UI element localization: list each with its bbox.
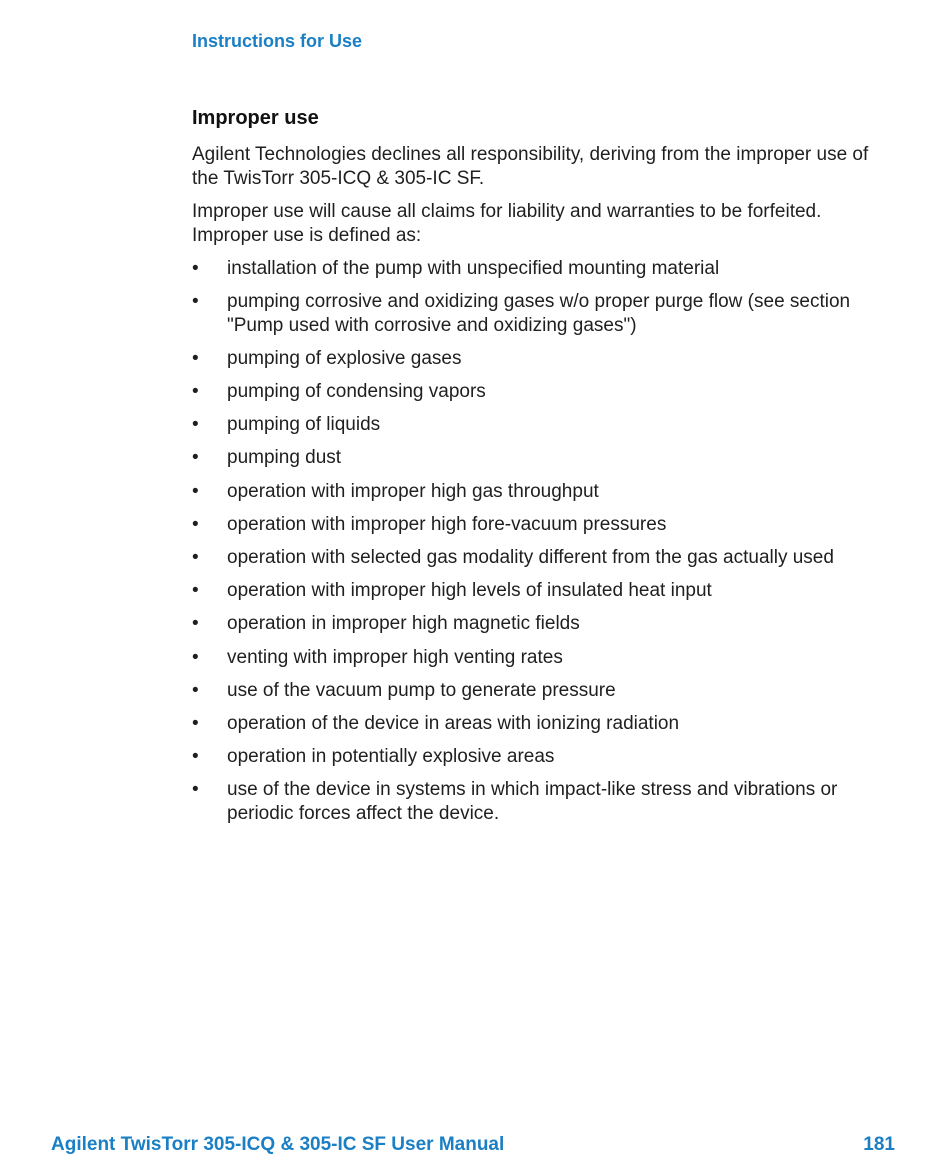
- list-item-text: operation with selected gas modality different from the gas actually used: [227, 547, 834, 568]
- list-item-text: operation with improper high levels of insulated heat input: [227, 580, 712, 602]
- list-item: [192, 612, 892, 636]
- improper-use-list: [192, 257, 892, 825]
- bullet-icon: •: [192, 712, 199, 734]
- list-item-text: pumping of explosive gases: [227, 347, 462, 369]
- bullet-icon: •: [192, 679, 199, 701]
- list-item: [192, 446, 892, 470]
- list-item: [192, 257, 892, 281]
- list-item: [192, 745, 892, 769]
- bullet-icon: •: [192, 447, 199, 469]
- list-item-text: pumping corrosive and oxidizing gases w/o proper purge flow (see section "Pump used with corrosive and oxidizing gases"): [227, 291, 851, 336]
- list-item: [192, 778, 892, 825]
- bullet-icon: •: [192, 646, 199, 668]
- list-item-text: pumping of condensing vapors: [227, 381, 486, 403]
- list-item-text: pumping dust: [227, 447, 342, 469]
- list-item: [192, 290, 892, 337]
- bullet-icon: •: [192, 414, 199, 436]
- list-item-text: operation with improper high fore-vacuum pressures: [227, 513, 667, 535]
- list-item-text: use of the device in systems in which impact-like stress and vibrations or periodic forces affect the device.: [227, 779, 838, 824]
- list-item-text: operation in potentially explosive areas: [227, 746, 555, 768]
- list-item-text: operation of the device in areas with ionizing radiation: [227, 712, 680, 734]
- list-item-text: pumping of liquids: [227, 414, 381, 436]
- paragraph-disclaimer: Agilent Technologies declines all responsibility, deriving from the improper use of the TwisTorr 305-ICQ & 305-IC SF.: [192, 144, 869, 189]
- bullet-icon: •: [192, 513, 199, 535]
- list-item: [192, 347, 892, 371]
- bullet-icon: •: [192, 480, 199, 502]
- bullet-icon: •: [192, 547, 199, 568]
- list-item: [192, 413, 892, 437]
- list-item: [192, 646, 892, 670]
- bullet-icon: •: [192, 779, 199, 801]
- list-item: [192, 480, 892, 504]
- list-item: [192, 712, 892, 736]
- bullet-icon: •: [192, 580, 199, 602]
- list-item-text: use of the vacuum pump to generate pressure: [227, 679, 616, 701]
- list-item: [192, 679, 892, 703]
- list-item-text: operation in improper high magnetic fields: [227, 613, 580, 635]
- bullet-icon: •: [192, 746, 199, 768]
- running-header: Instructions for Use: [192, 31, 363, 51]
- bullet-icon: •: [192, 347, 199, 369]
- footer-manual-title: Agilent TwisTorr 305-ICQ & 305-IC SF User Manual: [51, 1134, 505, 1155]
- list-item: [192, 380, 892, 404]
- list-item: [192, 579, 892, 603]
- list-item-text: installation of the pump with unspecified mounting material: [227, 258, 720, 279]
- bullet-icon: •: [192, 613, 199, 635]
- main-content: [192, 105, 892, 835]
- section-heading: Improper use: [192, 107, 319, 129]
- bullet-icon: •: [192, 291, 199, 313]
- list-item-text: venting with improper high venting rates: [227, 646, 563, 668]
- bullet-icon: •: [192, 381, 199, 403]
- bullet-icon: •: [192, 258, 199, 279]
- list-item-text: operation with improper high gas throughput: [227, 480, 599, 502]
- paragraph-definition: Improper use will cause all claims for liability and warranties to be forfeited. Improper use is defined as:: [192, 201, 822, 246]
- list-item: [192, 546, 892, 570]
- list-item: [192, 513, 892, 537]
- page-number: 181: [863, 1134, 895, 1155]
